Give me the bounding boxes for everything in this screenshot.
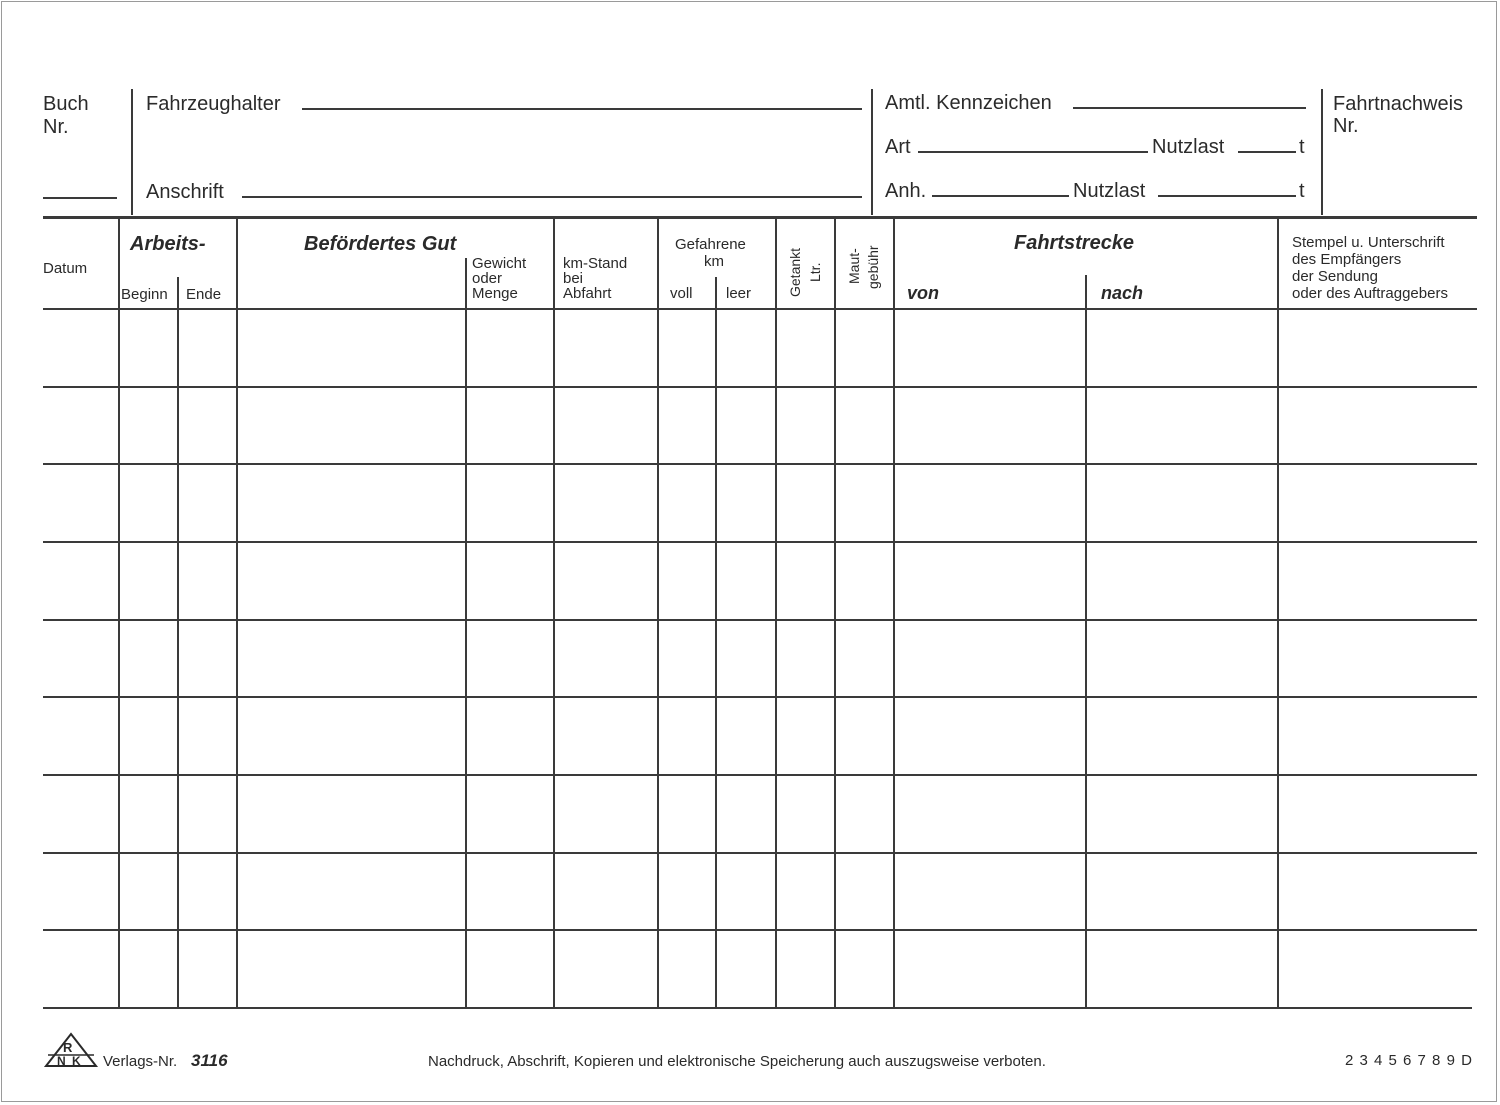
table-cell[interactable] xyxy=(467,388,552,463)
table-cell[interactable] xyxy=(120,465,176,540)
getankt-ltr-header: Ltr. xyxy=(807,262,823,282)
table-cell[interactable] xyxy=(467,698,552,773)
table-cell[interactable] xyxy=(836,543,892,618)
stempel-header: oder des Auftraggebers xyxy=(1292,285,1448,302)
svg-text:N: N xyxy=(57,1054,66,1068)
table-cell[interactable] xyxy=(1087,776,1276,851)
table-cell[interactable] xyxy=(1279,543,1476,618)
art-label: Art xyxy=(885,136,911,158)
table-cell[interactable] xyxy=(45,543,117,618)
table-row-line xyxy=(43,696,1477,698)
table-cell[interactable] xyxy=(1087,854,1276,929)
table-cell[interactable] xyxy=(659,310,714,385)
table-cell[interactable] xyxy=(467,931,552,1006)
table-cell[interactable] xyxy=(120,698,176,773)
table-cell[interactable] xyxy=(1087,388,1276,463)
stempel-header: des Empfängers xyxy=(1292,251,1402,268)
buch-nr-label: Nr. xyxy=(43,116,69,138)
befoerdertes-gut-header: Befördertes Gut xyxy=(304,233,457,255)
table-cell[interactable] xyxy=(120,388,176,463)
table-cell[interactable] xyxy=(120,931,176,1006)
table-cell[interactable] xyxy=(467,854,552,929)
table-cell[interactable] xyxy=(717,465,774,540)
table-cell[interactable] xyxy=(238,854,464,929)
maut-header: Maut- xyxy=(846,248,862,284)
table-cell[interactable] xyxy=(717,543,774,618)
header-divider xyxy=(871,89,873,215)
header-rule xyxy=(43,216,1477,219)
km-stand-header: bei xyxy=(563,270,584,287)
table-cell[interactable] xyxy=(836,465,892,540)
fahrzeughalter-field[interactable] xyxy=(302,108,862,110)
table-cell[interactable] xyxy=(777,543,833,618)
table-cell[interactable] xyxy=(179,776,235,851)
table-cell[interactable] xyxy=(238,543,464,618)
gewicht-header: Gewicht xyxy=(472,255,527,272)
table-cell[interactable] xyxy=(1087,310,1276,385)
table-cell[interactable] xyxy=(836,698,892,773)
fahrtstrecke-header: Fahrtstrecke xyxy=(1014,232,1135,254)
table-cell[interactable] xyxy=(836,388,892,463)
fahrtnachweis-label: Fahrtnachweis xyxy=(1333,93,1464,115)
fahrzeughalter-label: Fahrzeughalter xyxy=(146,93,281,115)
table-cell[interactable] xyxy=(467,465,552,540)
kennzeichen-field[interactable] xyxy=(1073,107,1306,109)
fahrtnachweis-nr-label: Nr. xyxy=(1333,115,1359,137)
table-cell[interactable] xyxy=(836,931,892,1006)
table-cell[interactable] xyxy=(179,854,235,929)
table-cell[interactable] xyxy=(238,388,464,463)
table-cell[interactable] xyxy=(555,310,656,385)
header-divider xyxy=(1321,89,1323,215)
table-cell[interactable] xyxy=(777,698,833,773)
table-cell[interactable] xyxy=(659,698,714,773)
table-cell[interactable] xyxy=(659,543,714,618)
gewicht-header: oder xyxy=(472,270,503,287)
table-cell[interactable] xyxy=(238,310,464,385)
table-cell[interactable] xyxy=(1279,310,1476,385)
table-cell[interactable] xyxy=(895,388,1084,463)
table-cell[interactable] xyxy=(717,854,774,929)
table-cell[interactable] xyxy=(659,465,714,540)
table-cell[interactable] xyxy=(777,388,833,463)
print-code: 2 3 4 5 6 7 8 9 D xyxy=(1345,1052,1473,1069)
rnk-logo xyxy=(44,1030,100,1068)
table-cell[interactable] xyxy=(467,776,552,851)
nach-header: nach xyxy=(1101,283,1144,303)
table-cell[interactable] xyxy=(659,621,714,696)
table-cell[interactable] xyxy=(45,465,117,540)
table-cell[interactable] xyxy=(555,388,656,463)
table-cell[interactable] xyxy=(1279,931,1476,1006)
getankt-header: Getankt xyxy=(787,247,803,297)
table-row-line xyxy=(43,1007,1472,1009)
table-cell[interactable] xyxy=(777,621,833,696)
table-cell[interactable] xyxy=(895,543,1084,618)
table-cell[interactable] xyxy=(45,621,117,696)
table-cell[interactable] xyxy=(179,698,235,773)
maut-gebuehr-header: gebühr xyxy=(865,245,881,289)
table-cell[interactable] xyxy=(555,621,656,696)
von-header: von xyxy=(907,283,940,303)
table-cell[interactable] xyxy=(659,388,714,463)
table-cell[interactable] xyxy=(555,698,656,773)
table-row-line xyxy=(43,463,1477,465)
svg-text:K: K xyxy=(72,1054,81,1068)
beginn-header: Beginn xyxy=(121,286,168,303)
table-cell[interactable] xyxy=(717,621,774,696)
table-cell[interactable] xyxy=(1087,621,1276,696)
kennzeichen-label: Amtl. Kennzeichen xyxy=(885,92,1052,114)
table-cell[interactable] xyxy=(717,931,774,1006)
table-cell[interactable] xyxy=(120,776,176,851)
table-cell[interactable] xyxy=(1087,698,1276,773)
table-cell[interactable] xyxy=(836,776,892,851)
table-cell[interactable] xyxy=(238,621,464,696)
datum-header: Datum xyxy=(43,260,88,277)
table-cell[interactable] xyxy=(45,931,117,1006)
table-cell[interactable] xyxy=(179,621,235,696)
table-cell[interactable] xyxy=(238,698,464,773)
table-cell[interactable] xyxy=(1279,698,1476,773)
km-stand-header: km-Stand xyxy=(563,255,628,272)
table-cell[interactable] xyxy=(895,310,1084,385)
table-cell[interactable] xyxy=(467,543,552,618)
ende-header: Ende xyxy=(186,286,222,303)
nutzlast-label: Nutzlast xyxy=(1152,136,1225,158)
table-cell[interactable] xyxy=(777,931,833,1006)
table-cell[interactable] xyxy=(717,698,774,773)
table-cell[interactable] xyxy=(179,388,235,463)
art-field[interactable] xyxy=(918,151,1148,153)
table-cell[interactable] xyxy=(555,465,656,540)
copyright-notice: Nachdruck, Abschrift, Kopieren und elektronische Speicherung auch auszugsweise verboten. xyxy=(428,1053,1046,1070)
nutzlast-anh-label: Nutzlast xyxy=(1073,180,1146,202)
table-cell[interactable] xyxy=(777,776,833,851)
arbeits-header: Arbeits- xyxy=(130,233,206,255)
tonnen-unit: t xyxy=(1299,136,1305,158)
leer-header: leer xyxy=(726,285,752,302)
table-cell[interactable] xyxy=(1279,465,1476,540)
table-cell[interactable] xyxy=(1279,388,1476,463)
header-divider xyxy=(131,89,133,215)
table-cell[interactable] xyxy=(555,543,656,618)
table-cell[interactable] xyxy=(836,621,892,696)
table-cell[interactable] xyxy=(45,776,117,851)
km-stand-header: Abfahrt xyxy=(563,285,612,302)
table-cell[interactable] xyxy=(1279,621,1476,696)
table-cell[interactable] xyxy=(45,388,117,463)
table-cell[interactable] xyxy=(717,388,774,463)
buch-nr-field[interactable] xyxy=(43,197,117,199)
table-cell[interactable] xyxy=(179,465,235,540)
table-cell[interactable] xyxy=(120,310,176,385)
table-cell[interactable] xyxy=(467,621,552,696)
table-cell[interactable] xyxy=(1087,543,1276,618)
verlags-number: 3116 xyxy=(191,1051,228,1070)
gefahrene-header: Gefahrene xyxy=(675,236,746,253)
table-cell[interactable] xyxy=(238,931,464,1006)
svg-text:R: R xyxy=(63,1040,73,1055)
buch-label: Buch xyxy=(43,93,89,115)
anh-field[interactable] xyxy=(932,195,1069,197)
table-cell[interactable] xyxy=(777,854,833,929)
table-cell[interactable] xyxy=(777,465,833,540)
gewicht-header: Menge xyxy=(472,285,518,302)
voll-header: voll xyxy=(670,285,693,302)
table-cell[interactable] xyxy=(179,543,235,618)
table-cell[interactable] xyxy=(120,854,176,929)
anschrift-label: Anschrift xyxy=(146,181,224,203)
table-cell[interactable] xyxy=(659,931,714,1006)
verlags-label: Verlags-Nr. xyxy=(103,1053,178,1070)
table-cell[interactable] xyxy=(1087,465,1276,540)
table-cell[interactable] xyxy=(238,465,464,540)
anh-label: Anh. xyxy=(885,180,927,202)
table-cell[interactable] xyxy=(895,698,1084,773)
table-cell[interactable] xyxy=(555,854,656,929)
stempel-header: der Sendung xyxy=(1292,268,1378,285)
table-cell[interactable] xyxy=(895,465,1084,540)
table-cell[interactable] xyxy=(120,621,176,696)
anschrift-field[interactable] xyxy=(242,196,862,198)
table-cell[interactable] xyxy=(717,776,774,851)
table-cell[interactable] xyxy=(1087,931,1276,1006)
table-cell[interactable] xyxy=(659,854,714,929)
table-cell[interactable] xyxy=(659,776,714,851)
table-cell[interactable] xyxy=(895,931,1084,1006)
table-cell[interactable] xyxy=(895,854,1084,929)
stempel-header: Stempel u. Unterschrift xyxy=(1292,234,1445,251)
table-cell[interactable] xyxy=(895,621,1084,696)
table-cell[interactable] xyxy=(895,776,1084,851)
table-cell[interactable] xyxy=(1279,776,1476,851)
table-cell[interactable] xyxy=(45,854,117,929)
table-cell[interactable] xyxy=(179,931,235,1006)
table-cell[interactable] xyxy=(555,931,656,1006)
table-row-line xyxy=(43,929,1477,931)
table-cell[interactable] xyxy=(45,310,117,385)
nutzlast-anh-field[interactable] xyxy=(1158,195,1296,197)
table-cell[interactable] xyxy=(717,310,774,385)
table-cell[interactable] xyxy=(1279,854,1476,929)
table-cell[interactable] xyxy=(45,698,117,773)
table-cell[interactable] xyxy=(555,776,656,851)
table-cell[interactable] xyxy=(120,543,176,618)
tonnen-unit: t xyxy=(1299,180,1305,202)
table-cell[interactable] xyxy=(777,310,833,385)
nutzlast-field[interactable] xyxy=(1238,151,1296,153)
table-cell[interactable] xyxy=(836,854,892,929)
table-cell[interactable] xyxy=(238,776,464,851)
gefahrene-km-header: km xyxy=(704,253,724,270)
table-cell[interactable] xyxy=(467,310,552,385)
table-cell[interactable] xyxy=(836,310,892,385)
table-cell[interactable] xyxy=(179,310,235,385)
